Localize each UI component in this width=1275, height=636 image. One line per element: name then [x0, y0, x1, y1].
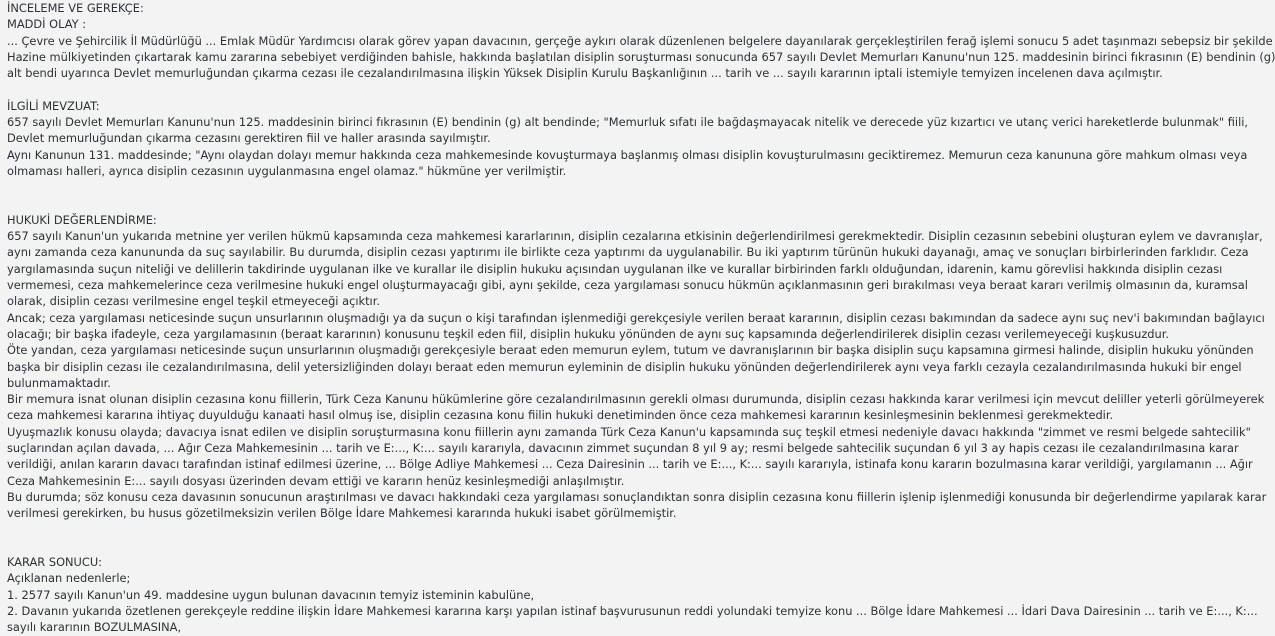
text-line: Bu durumda; söz konusu ceza davasının sonucunun araştırılması ve davacı hakkındaki ceza yargılaması sonuçlandıktan sonra disiplin cezasına konu fiillerin işlenip işlenmediği konusunda bir değerlendirme yapılarak karar	[7, 489, 1267, 504]
text-line: bulunmamaktadır.	[7, 375, 111, 390]
blank-line	[7, 522, 1191, 538]
text-line: 2. Davanın yukarıda özetlenen gerekçeyle reddine ilişkin İdare Mahkemesi kararına karşı yapılan istinaf başvurusunun reddi yolundaki temyize konu ... Bölge İdare Mahkemesi ... İdari Dava Dairesinin ... tarih ve E:..., K:...	[7, 603, 1258, 618]
text-line: suçlarından açılan davada, ... Ağır Ceza Mahkemesinin ... tarih ve E:..., K:... sayılı kararıyla, davacının zimmet suçundan 8 yıl 9 ay; resmi belgede sahtecilik suçundan 6 yıl 3 ay hapis cezası ile cezalandırılmasına karar	[7, 441, 1239, 456]
text-line: Öte yandan, ceza yargılaması neticesinde suçun unsurlarının oluşmadığı gerekçesiyle beraat eden memurun eylem, tutum ve davranışlarının bir başka disiplin suçu kapsamına girmesi halinde, disiplin hukuku yönünden	[7, 343, 1254, 358]
text-line: İLGİLİ MEVZUAT:	[7, 98, 100, 113]
text-line: 657 sayılı Kanun'un yukarıda metnine yer verilen hükmü kapsamında ceza mahkemesi kararlarının, disiplin cezalarına etkisinin değerlendirilmesi gerekmektedir. Disiplin cezasının sebebini oluşturan eylem ve davranışlar,	[7, 229, 1263, 244]
text-line: Bir memura isnat olunan disiplin cezasına konu fiillerin, Türk Ceza Kanunu hükümlerine göre cezalandırılmasının gerekli olması durumunda, disiplin cezası hakkında karar verilmesi için mevcut deliller yeterli görülmeyerek	[7, 392, 1265, 407]
text-line: Ceza Mahkemesinin E:... sayılı dosyası üzerinden devam ettiği ve kararın henüz kesinleşmediği anlaşılmıştır.	[7, 473, 625, 488]
blank-line	[7, 538, 1191, 554]
scrollbar[interactable]	[1194, 0, 1200, 605]
text-line: Aynı Kanunun 131. maddesinde; "Aynı olaydan dolayı memur hakkında ceza mahkemesinde kovuşturmaya başlanmış olması disiplin kovuşturulmasını geciktiremez. Memurun ceza kanununa göre mahkum olması veya	[7, 147, 1248, 162]
text-line: 1. 2577 sayılı Kanun'un 49. maddesine uygun bulunan davacının temyiz isteminin kabulüne,	[7, 587, 535, 602]
text-line: HUKUKİ DEĞERLENDİRME:	[7, 212, 157, 227]
blank-line	[7, 179, 1191, 195]
text-line: Ancak; ceza yargılaması neticesinde suçun unsurlarının oluşmadığı ya da suçun o kişi tarafından işlenmediği gerekçesiyle verilen beraat kararının, disiplin cezası bakımından da sadece aynı suç nev'i bakımından bağlayıcı	[7, 310, 1265, 325]
text-line: olacağı; bir başka ifadeyle, ceza yargılamasının (beraat kararının) konusunu teşkil eden fiil, disiplin hukuku yönünden de aynı suç kapsamında değerlendirilerek disiplin cezası verilemeyeceği kuşkusuzdur.	[7, 326, 1170, 341]
text-line: ceza mahkemesi kararına ihtiyaç duyulduğu kanaati hasıl olmuş ise, disiplin cezasına konu fiilin hukuki denetiminden önce ceza mahkemesi kararının kesinleşmesinin beklenmesi gerekmektedir.	[7, 408, 1114, 423]
text-line: MADDİ OLAY :	[7, 17, 87, 32]
blank-line	[7, 81, 1191, 97]
text-line: vermemesi, ceza mahkemelerince ceza verilmesine hukuki engel oluşturmayacağı gibi, aynı şekilde, ceza yargılaması sonucu hükmün açıklanmasının geri bırakılması veya beraat kararı verilmiş olmasının da, kuramsal	[7, 278, 1248, 293]
text-line: verilmesi gerekirken, bu husus gözetilmeksizin verilen Bölge İdare Mahkemesi kararında hukuki isabet görülmemiştir.	[7, 506, 677, 521]
text-line: ... Çevre ve Şehircilik İl Müdürlüğü ... Emlak Müdür Yardımcısı olarak görev yapan davacının, gerçeğe aykırı olarak düzenlenen belgelere dayanılarak gerçekleştirilen ferağ işlemi sonucu 5 adet taşınmazı sebepsiz bir şekilde	[7, 33, 1273, 48]
text-line: 657 sayılı Devlet Memurları Kanunu'nun 125. maddesinin birinci fıkrasının (E) bendinin (g) alt bendinde; "Memurluk sıfatı ile bağdaşmayacak nitelik ve derecede yüz kızartıcı ve utanç verici hareketlerde bulunmak" fiili,	[7, 115, 1249, 130]
text-line: verildiği, anılan kararın davacı tarafından istinaf edilmesi üzerine, ... Bölge Adliye Mahkemesi ... Ceza Dairesinin ... tarih ve E:..., K:... sayılı kararıyla, istinafa konu kararın bozulmasına karar verildiği, yargılamanın ... Ağır	[7, 457, 1253, 472]
document-body	[7, 0, 1275, 636]
text-line: İNCELEME VE GEREKÇE:	[7, 1, 144, 15]
text-line: yargılamasında suçun niteliği ve delillerin takdirinde uygulanan ilke ve kurallar ile disiplin hukuku açısından uygulanan ilke ve kurallar birbirinden farklı olduğundan, idarenin, kamu görevlisi hakkında disiplin cezası	[7, 261, 1223, 276]
text-line: başka bir disiplin cezası ile cezalandırılmasına, delil yetersizliğinden dolayı beraat eden memurun eyleminin de disiplin hukuku yönünden değerlendirilerek aynı veya farklı cezayla cezalandırılmasında hukuki bir engel	[7, 359, 1242, 374]
text-line: alt bendi uyarınca Devlet memurluğundan çıkarma cezası ile cezalandırılmasına ilişkin Yüksek Disiplin Kurulu Başkanlığının ... tarih ve ... sayılı kararının iptali istemiyle temyizen incelenen dava açılmıştır.	[7, 66, 1163, 81]
text-line: olmaması halleri, ayrıca disiplin cezasının uygulanmasına engel olamaz." hükmüne yer verilmiştir.	[7, 163, 567, 178]
text-line: aynı zamanda ceza kanununda da suç sayılabilir. Bu durumda, disiplin cezası yaptırımı ile birlikte ceza yaptırımı da uygulanabilir. Bu iki yaptırım türünün hukuki dayanağı, amaç ve sonuçları birbirlerinden farklıdır. Ceza	[7, 245, 1249, 260]
text-line: olarak, disiplin cezası verilmesine engel teşkil etmeyeceği açıktır.	[7, 294, 380, 309]
text-line: Açıklanan nedenlerle;	[7, 571, 131, 586]
text-line: Devlet memurluğundan çıkarma cezasını gerektiren fiil ve haller arasında sayılmıştır.	[7, 131, 491, 146]
text-line: Uyuşmazlık konusu olayda; davacıya isnat edilen ve disiplin soruşturmasına konu fiillerin aynı zamanda Türk Ceza Kanun'u kapsamında suç teşkil etmesi nedeniyle davacı hakkında "zimmet ve resmi belgede sahtecilik"	[7, 424, 1251, 439]
text-line: Hazine mülkiyetinden çıkartarak kamu zararına sebebiyet verdiğinden bahisle, hakkında başlatılan disiplin soruşturması sonucunda 657 sayılı Devlet Memurları Kanunu'nun 125. maddesinin birinci fıkrasının (E) bendinin (g)	[7, 49, 1275, 64]
text-line: sayılı kararının BOZULMASINA,	[7, 620, 182, 635]
text-line: KARAR SONUCU:	[7, 555, 103, 570]
blank-line	[7, 196, 1191, 212]
